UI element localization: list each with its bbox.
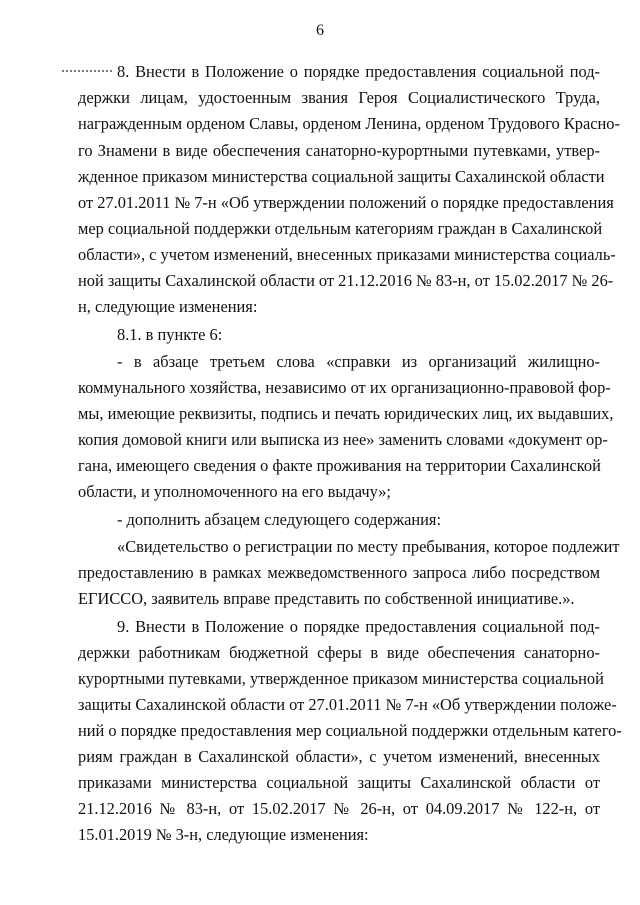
text-line: копия домовой книги или выписка из нее» заменить словами «документ ор- — [78, 430, 608, 449]
text-line: ЕГИССО, заявитель вправе представить по собственной инициативе.». — [78, 589, 575, 608]
text-line: - дополнить абзацем следующего содержания: — [117, 510, 442, 529]
page-number: 6 — [316, 22, 324, 39]
text-line: предоставлению в рамках межведомственного запроса либо посредством — [78, 563, 600, 582]
text-line: области, и уполномоченного на его выдачу»; — [78, 482, 391, 501]
text-line: мер социальной поддержки отдельным категориям граждан в Сахалинской — [78, 219, 603, 238]
text-line: 8.1. в пункте 6: — [117, 325, 223, 344]
text-line: ной защиты Сахалинской области от 21.12.2016 № 83-н, от 15.02.2017 № 26- — [78, 271, 614, 290]
text-line: курортными путевками, утвержденное приказом министерства социальной — [78, 669, 604, 688]
text-line: 8. Внести в Положение о порядке предоставления социальной под- — [117, 62, 600, 81]
text-line: н, следующие изменения: — [78, 297, 258, 316]
text-line: гана, имеющего сведения о факте проживания на территории Сахалинской — [78, 456, 601, 475]
text-line: - в абзаце третьем слова «справки из организаций жилищно- — [117, 352, 600, 371]
text-line: «Свидетельство о регистрации по месту пребывания, которое подлежит — [117, 537, 620, 556]
text-line: ний о порядке предоставления мер социальной поддержки отдельным катего- — [78, 721, 622, 740]
text-line: области», с учетом изменений, внесенных приказами министерства социаль- — [78, 245, 616, 264]
text-line: мы, имеющие реквизиты, подпись и печать юридических лиц, их выдавших, — [78, 404, 614, 423]
text-line: от 27.01.2011 № 7-н «Об утверждении положений о порядке предоставления — [78, 193, 614, 212]
text-line: защиты Сахалинской области от 27.01.2011 № 7-н «Об утверждении положе- — [78, 695, 617, 714]
text-line: риям граждан в Сахалинской области», с учетом изменений, внесенных — [78, 747, 600, 766]
text-line: коммунального хозяйства, независимо от их организационно-правовой фор- — [78, 378, 611, 397]
scan-artifact — [62, 70, 112, 74]
text-line: держки лицам, удостоенным звания Героя Социалистического Труда, — [78, 88, 600, 107]
text-line: го Знамени в виде обеспечения санаторно-курортными путевками, утвер- — [78, 141, 600, 160]
text-line: 21.12.2016 № 83-н, от 15.02.2017 № 26-н, от 04.09.2017 № 122-н, от — [78, 799, 600, 818]
text-line: жденное приказом министерства социальной защиты Сахалинской области — [78, 167, 605, 186]
text-line: приказами министерства социальной защиты Сахалинской области от — [78, 773, 600, 792]
text-line: награжденным орденом Славы, орденом Ленина, орденом Трудового Красно- — [78, 114, 620, 133]
text-line: 9. Внести в Положение о порядке предоставления социальной под- — [117, 617, 600, 636]
text-line: держки работникам бюджетной сферы в виде обеспечения санаторно- — [78, 643, 600, 662]
text-line: 15.01.2019 № 3-н, следующие изменения: — [78, 825, 369, 844]
